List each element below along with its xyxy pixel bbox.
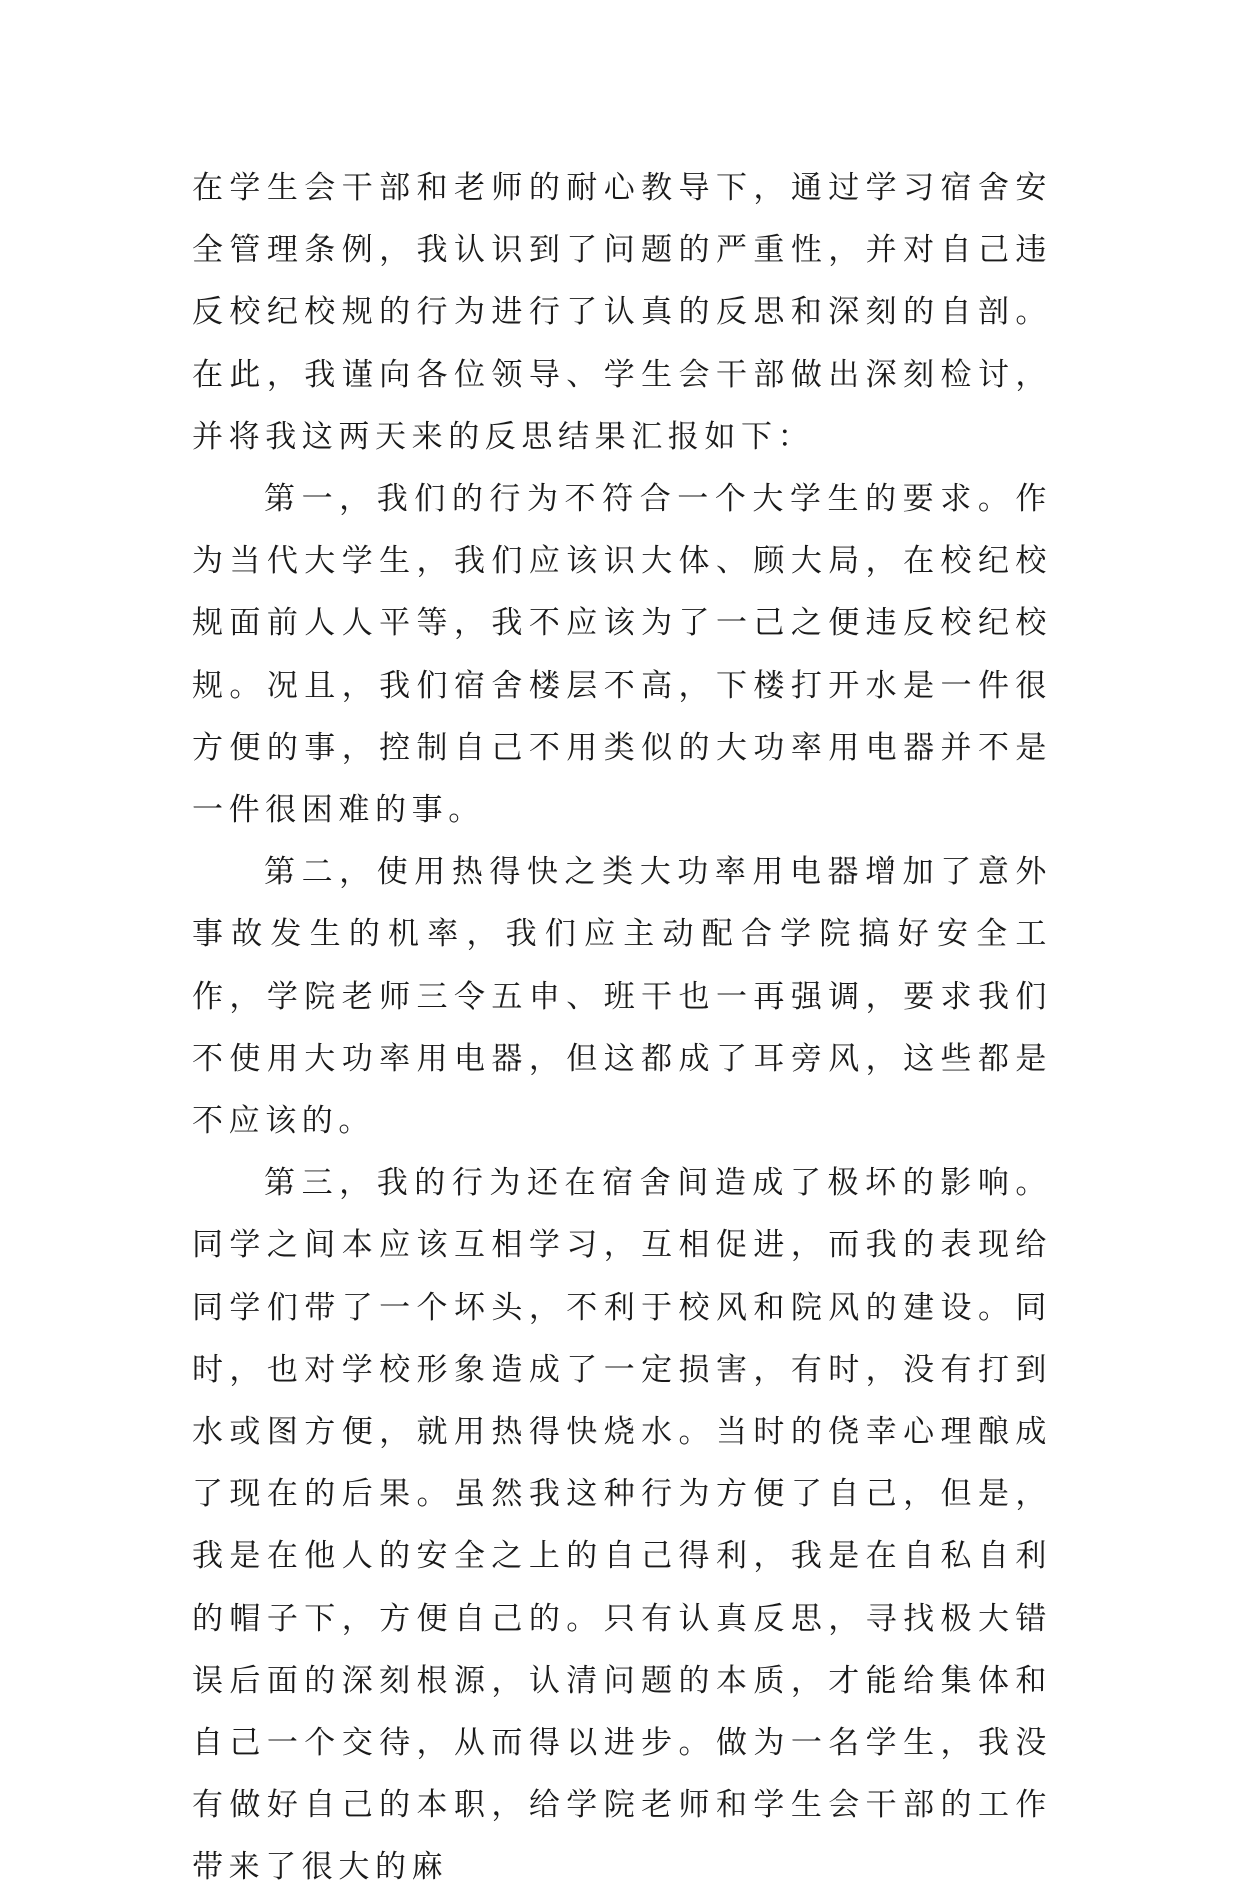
document-body — [192, 157, 1052, 1899]
paragraph-second-point: 第二，使用热得快之类大功率用电器增加了意外事故发生的机率，我们应主动配合学院搞好安全工作，学院老师三令五申、班干也一再强调，要求我们不使用大功率用电器，但这都成了耳旁风，这些都是不应该的。 — [192, 854, 1052, 1140]
paragraph-third-point: 第三，我的行为还在宿舍间造成了极坏的影响。同学之间本应该互相学习，互相促进，而我的表现给同学们带了一个坏头，不利于校风和院风的建设。同时，也对学校形象造成了一定损害，有时，没有打到水或图方便，就用热得快烧水。当时的侥幸心理酿成了现在的后果。虽然我这种行为方便了自己，但是，我是在他人的安全之上的自己得利，我是在自私自利的帽子下，方便自己的。只有认真反思，寻找极大错误后面的深刻根源，认清问题的本质，才能给集体和自己一个交待，从而得以进步。做为一名学生，我没有做好自己的本职，给学院老师和学生会干部的工作带来了很大的麻 — [192, 1165, 1052, 1886]
paragraph-first-point: 第一，我们的行为不符合一个大学生的要求。作为当代大学生，我们应该识大体、顾大局，在校纪校规面前人人平等，我不应该为了一己之便违反校纪校规。况且，我们宿舍楼层不高，下楼打开水是一件很方便的事，控制自己不用类似的大功率用电器并不是一件很困难的事。 — [192, 481, 1052, 829]
paragraph-intro: 在学生会干部和老师的耐心教导下，通过学习宿舍安全管理条例，我认识到了问题的严重性，并对自己违反校纪校规的行为进行了认真的反思和深刻的自剖。在此，我谨向各位领导、学生会干部做出深刻检讨，并将我这两天来的反思结果汇报如下： — [192, 170, 1052, 455]
